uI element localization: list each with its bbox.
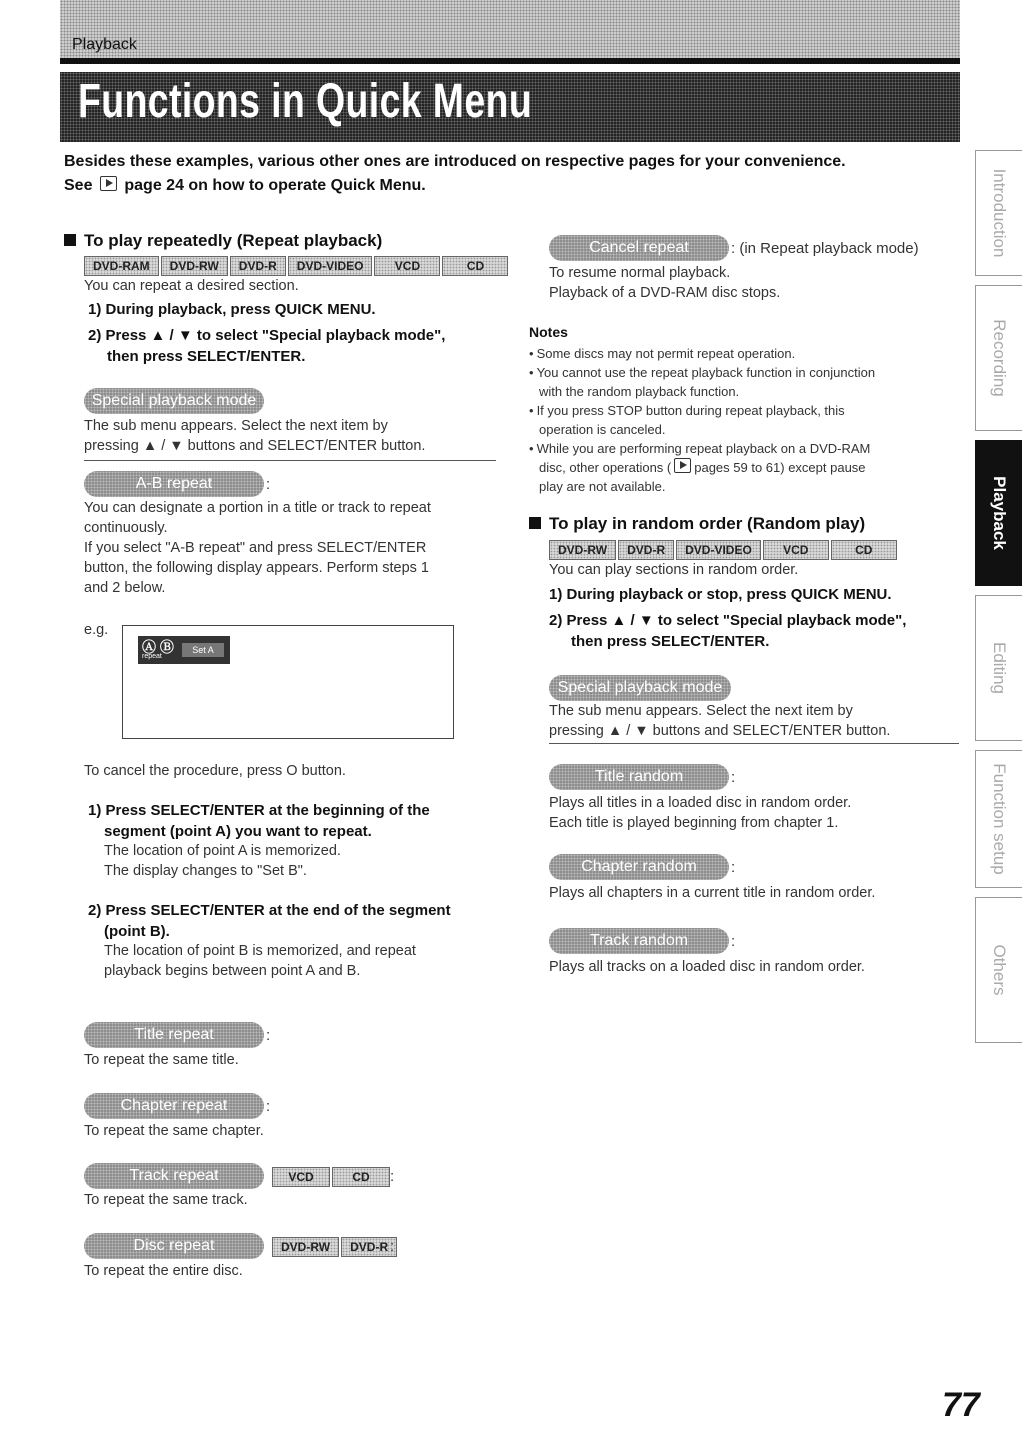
intro-page-ref: page 24 on how to operate Quick Menu. — [124, 177, 426, 194]
colon: : — [266, 476, 271, 493]
title-repeat-desc: To repeat the same title. — [84, 1052, 239, 1068]
disc-badge: DVD-RW — [161, 256, 228, 276]
divider — [84, 460, 496, 461]
title-random-desc-1: Plays all titles in a loaded disc in random order. — [549, 795, 852, 811]
ab-repeat-pill: A-B repeat — [84, 471, 264, 497]
track-repeat-pill: Track repeat — [84, 1163, 264, 1189]
note-text: If you press STOP button during repeat playback, this — [536, 403, 845, 418]
ab-step-2c: The location of point B is memorized, and repeat — [104, 943, 416, 959]
ab-step-2a: 2) Press SELECT/ENTER at the end of the segment — [88, 902, 451, 919]
ab-desc-line: continuously. — [84, 520, 168, 536]
disc-badge: DVD-RW — [272, 1237, 339, 1257]
repeat-step-1: 1) During playback, press QUICK MENU. — [88, 301, 376, 318]
title-repeat-pill: Title repeat — [84, 1022, 264, 1048]
cancel-desc-2: Playback of a DVD-RAM disc stops. — [549, 285, 781, 301]
notes-list — [529, 344, 959, 496]
repeat-step-2a: 2) Press ▲ / ▼ to select "Special playback mode", — [88, 327, 446, 344]
section-label: Playback — [72, 36, 137, 53]
track-repeat-desc: To repeat the same track. — [84, 1192, 248, 1208]
cancel-repeat-pill: Cancel repeat — [549, 235, 729, 261]
special-desc-2: pressing ▲ / ▼ buttons and SELECT/ENTER button. — [84, 438, 426, 454]
disc-badge: DVD-R — [230, 256, 286, 276]
random-heading-text: To play in random order (Random play) — [549, 514, 866, 533]
ab-desc-line: and 2 below. — [84, 580, 166, 596]
intro-see: See — [64, 177, 93, 194]
side-tab-recording[interactable] — [975, 285, 1022, 431]
colon: : — [390, 1168, 395, 1185]
disc-badge: CD — [831, 540, 897, 560]
disc-repeat-badges — [272, 1237, 397, 1257]
disc-badge: VCD — [272, 1167, 330, 1187]
track-random-pill: Track random — [549, 928, 729, 954]
side-tab-others[interactable] — [975, 897, 1022, 1043]
disc-badge: CD — [442, 256, 508, 276]
colon: : — [266, 1027, 271, 1044]
repeat-step-2b: then press SELECT/ENTER. — [107, 348, 306, 365]
note-item — [536, 401, 959, 439]
random-special-desc-2: pressing ▲ / ▼ buttons and SELECT/ENTER button. — [549, 723, 891, 739]
side-tab-label: Introduction — [990, 168, 1009, 258]
osd-repeat-display — [138, 636, 230, 664]
ab-step-1a: 1) Press SELECT/ENTER at the beginning of the — [88, 802, 430, 819]
ab-desc — [84, 498, 504, 598]
note-text: While you are performing repeat playback on a DVD-RAM — [536, 441, 871, 456]
colon: : — [266, 1098, 271, 1115]
side-tab-playback[interactable] — [975, 440, 1022, 586]
note-text: You cannot use the repeat playback function in conjunction — [536, 365, 876, 380]
disc-badge: DVD-VIDEO — [676, 540, 761, 560]
chapter-random-pill: Chapter random — [549, 854, 729, 880]
disc-repeat-desc: To repeat the entire disc. — [84, 1263, 243, 1279]
ab-step-2d: playback begins between point A and B. — [104, 963, 361, 979]
osd-caption: repeat — [142, 653, 162, 660]
ab-step-1b: segment (point A) you want to repeat. — [104, 823, 372, 840]
disc-badge: CD — [332, 1167, 390, 1187]
ab-step-1c: The location of point A is memorized. — [104, 843, 341, 859]
disc-badge: DVD-VIDEO — [288, 256, 373, 276]
ab-desc-line: button, the following display appears. Perform steps 1 — [84, 560, 429, 576]
ab-step-1d: The display changes to "Set B". — [104, 863, 307, 879]
repeat-heading-text: To play repeatedly (Repeat playback) — [84, 231, 383, 250]
ab-desc-line: If you select "A-B repeat" and press SELECT/ENTER — [84, 540, 427, 556]
header-rule — [60, 58, 960, 64]
cancel-procedure-note: To cancel the procedure, press O button. — [84, 763, 346, 779]
random-step-2a: 2) Press ▲ / ▼ to select "Special playback mode", — [549, 612, 907, 629]
page-title: Functions in Quick Menu — [78, 75, 533, 128]
page-number: 77 — [942, 1386, 980, 1424]
title-random-pill: Title random — [549, 764, 729, 790]
cancel-repeat-suffix: : (in Repeat playback mode) — [731, 240, 919, 257]
random-special-desc-1: The sub menu appears. Select the next item by — [549, 703, 853, 719]
disc-badge: VCD — [374, 256, 440, 276]
chapter-repeat-pill: Chapter repeat — [84, 1093, 264, 1119]
bullet-square-icon — [64, 234, 76, 246]
page-reference-icon — [674, 458, 691, 473]
title-random-desc-2: Each title is played beginning from chapter 1. — [549, 815, 839, 831]
header-band — [60, 0, 960, 58]
random-special-playback-pill: Special playback mode — [549, 675, 731, 701]
side-tab-label: Editing — [990, 642, 1009, 694]
chapter-repeat-desc: To repeat the same chapter. — [84, 1123, 264, 1139]
repeat-heading — [64, 231, 382, 251]
note-text: operation is canceled. — [539, 422, 666, 437]
repeat-desc: You can repeat a desired section. — [84, 278, 299, 294]
track-repeat-badges — [272, 1167, 390, 1187]
note-text: pages 59 to 61) except pause — [694, 460, 866, 475]
note-text: disc, other operations ( — [539, 460, 672, 475]
track-random-desc: Plays all tracks on a loaded disc in random order. — [549, 959, 865, 975]
intro-line-2 — [64, 176, 426, 195]
note-text: play are not available. — [539, 479, 666, 494]
disc-repeat-pill: Disc repeat — [84, 1233, 264, 1259]
side-tab-label: Function setup — [990, 763, 1009, 875]
disc-badge: DVD-RAM — [84, 256, 159, 276]
cancel-desc-1: To resume normal playback. — [549, 265, 731, 281]
ab-icon: Ⓐ Ⓑ — [142, 639, 174, 655]
bullet-square-icon — [529, 517, 541, 529]
note-item: • Some discs may not permit repeat operation. — [539, 344, 959, 363]
osd-set-a-badge: Set A — [182, 643, 224, 657]
eg-label: e.g. — [84, 622, 109, 638]
intro-line-1: Besides these examples, various other ones are introduced on respective pages for your convenience. — [64, 153, 846, 170]
colon: : — [731, 933, 736, 950]
random-step-2b: then press SELECT/ENTER. — [571, 633, 770, 650]
colon: : — [731, 859, 736, 876]
disc-badge: DVD-R — [618, 540, 674, 560]
side-tab-function-setup[interactable] — [975, 750, 1022, 888]
random-desc: You can play sections in random order. — [549, 562, 799, 578]
disc-badge: VCD — [763, 540, 829, 560]
disc-badge: DVD-R — [341, 1237, 397, 1257]
special-playback-mode-pill: Special playback mode — [84, 388, 264, 414]
note-item — [536, 439, 959, 496]
ab-step-2b: (point B). — [104, 923, 170, 940]
chapter-random-desc: Plays all chapters in a current title in random order. — [549, 885, 876, 901]
disc-badge: DVD-RW — [549, 540, 616, 560]
ab-desc-line: You can designate a portion in a title or track to repeat — [84, 500, 431, 516]
note-text: with the random playback function. — [539, 384, 740, 399]
side-tab-label: Playback — [990, 476, 1009, 550]
colon: : — [731, 769, 736, 786]
random-disc-badges — [549, 540, 897, 560]
note-item — [536, 363, 959, 401]
colon: : — [390, 1238, 395, 1255]
notes-heading: Notes — [529, 324, 568, 340]
side-tab-editing[interactable] — [975, 595, 1022, 741]
page-reference-icon — [100, 176, 117, 191]
random-heading — [529, 514, 865, 534]
random-step-1: 1) During playback or stop, press QUICK MENU. — [549, 586, 892, 603]
side-tab-label: Recording — [990, 319, 1009, 397]
side-tab-label: Others — [990, 944, 1009, 996]
repeat-disc-badges — [84, 256, 508, 276]
special-desc-1: The sub menu appears. Select the next item by — [84, 418, 388, 434]
divider — [549, 743, 959, 744]
side-tab-introduction[interactable] — [975, 150, 1022, 276]
